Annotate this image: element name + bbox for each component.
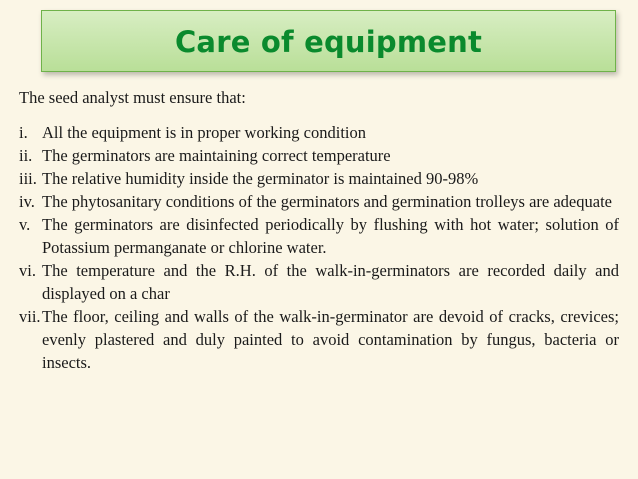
list-item-number: vi. xyxy=(19,261,36,280)
list-item-text: The temperature and the R.H. of the walk-in-germinators are recorded daily and displayed on a char xyxy=(42,261,632,303)
list-item-number: iv. xyxy=(19,192,35,211)
title-box xyxy=(41,10,616,72)
list-item-text: The floor, ceiling and walls of the walk-in-germinator are devoid of cracks, crevices; evenly plastered and duly painted to avoid contamination by fungus, bacteria or insects. xyxy=(42,307,619,372)
slide-body xyxy=(19,86,636,374)
list-item xyxy=(19,259,632,305)
list-item xyxy=(19,167,619,190)
slide-title: Care of equipment xyxy=(174,25,483,59)
list-item xyxy=(19,190,619,213)
list-item-text: The germinators are maintaining correct temperature xyxy=(42,146,391,165)
list-item xyxy=(19,144,619,167)
list-item-text: The phytosanitary conditions of the germinators and germination trolleys are adequate xyxy=(42,192,612,211)
list-item xyxy=(19,305,619,374)
list-item-number: vii. xyxy=(19,307,41,326)
list-item-number: ii. xyxy=(19,146,33,165)
requirements-list xyxy=(19,121,636,374)
list-item xyxy=(19,213,636,259)
list-item xyxy=(19,121,619,144)
list-item-text: The relative humidity inside the germinator is maintained 90-98% xyxy=(42,169,479,188)
list-item-number: i. xyxy=(19,123,28,142)
intro-text: The seed analyst must ensure that: xyxy=(19,88,246,107)
list-item-number: v. xyxy=(19,215,31,234)
list-item-text: The germinators are disinfected periodically by flushing with hot water; solution of Potassium permanganate or chlorine water. xyxy=(42,215,636,257)
list-item-number: iii. xyxy=(19,169,37,188)
list-item-text: All the equipment is in proper working condition xyxy=(42,123,366,142)
